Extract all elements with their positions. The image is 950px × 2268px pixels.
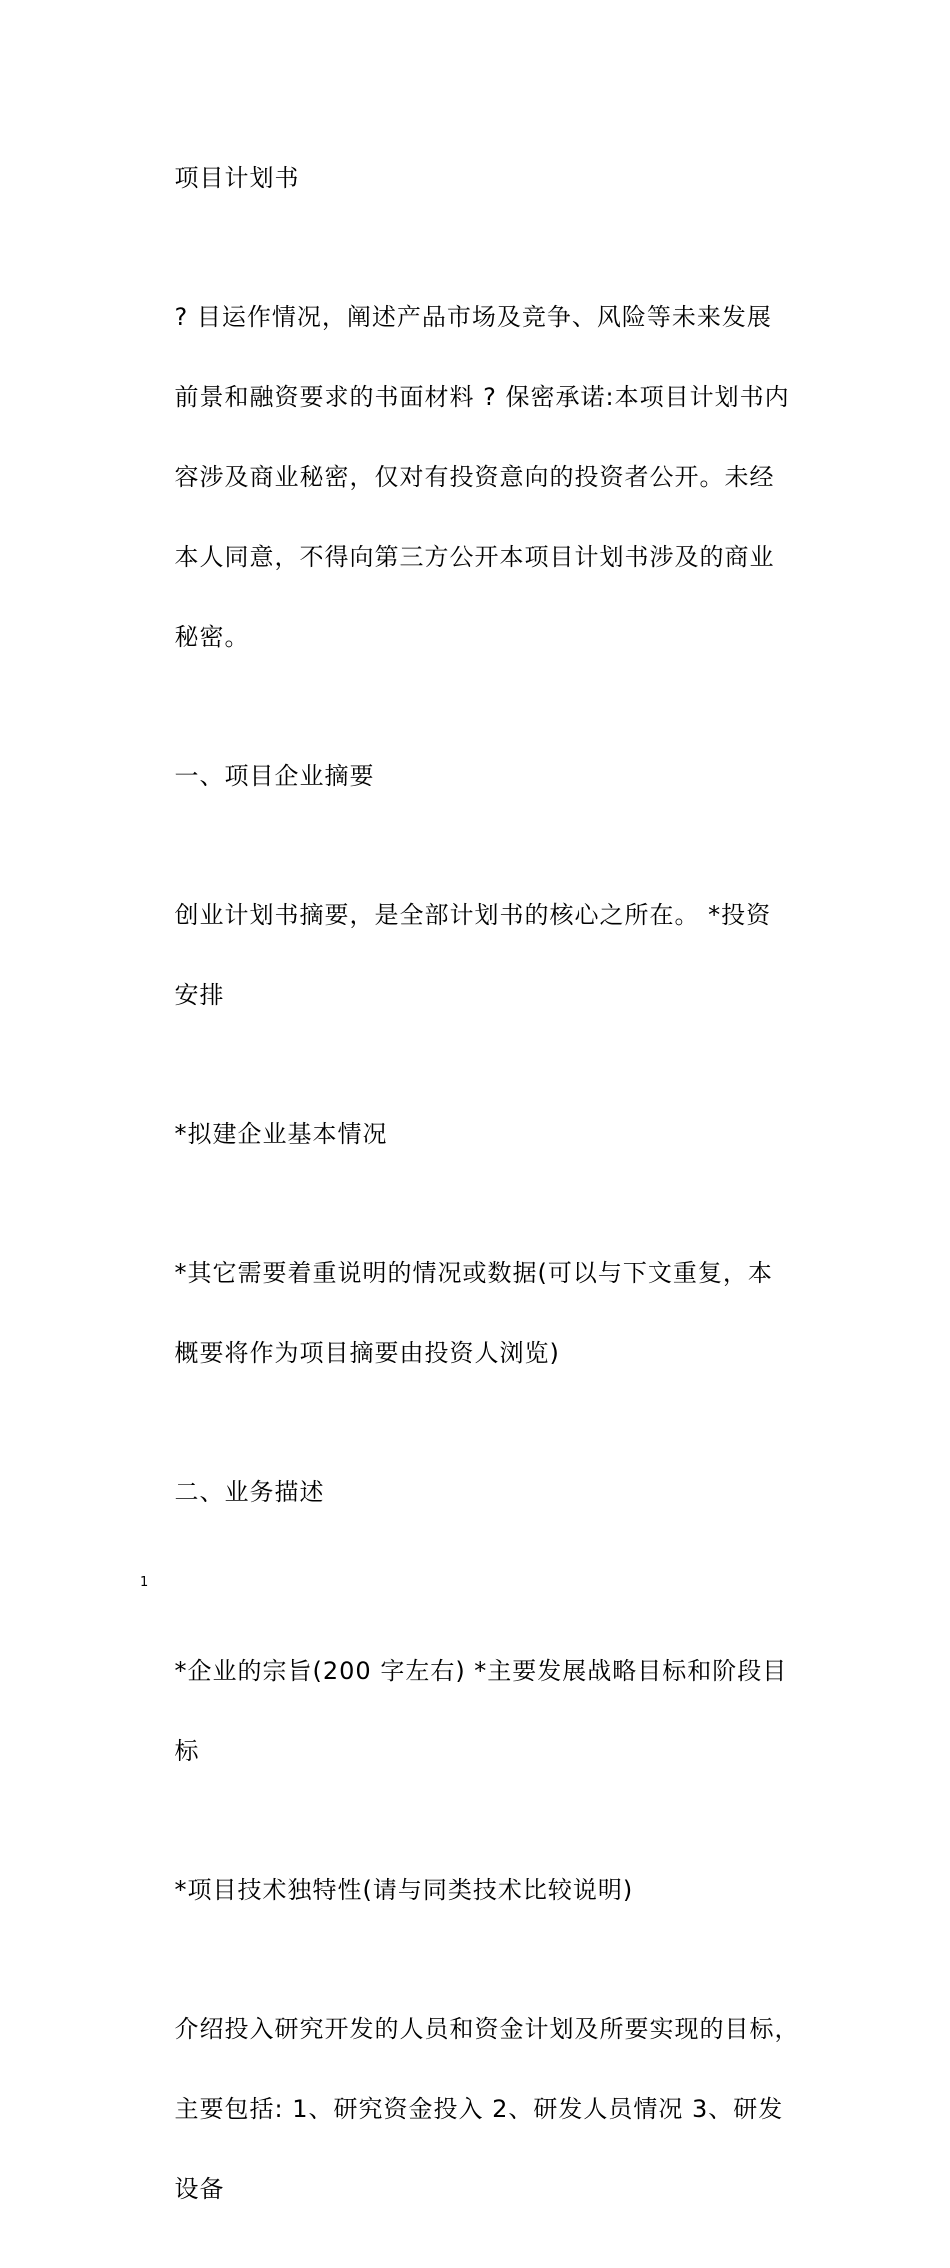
intro-line: 前景和融资要求的书面材料 ? 保密承诺:本项目计划书内 [174,383,790,411]
other-notes-item [140,1213,810,1413]
rnd-paragraph [140,1969,810,2249]
section-heading-1: 一、项目企业摘要 [174,762,375,790]
intro-line: 秘密。 [174,623,250,651]
summary-line: 安排 [174,981,225,1009]
document-page [140,118,810,2268]
rnd-line: 主要包括: 1、研究资金投入 2、研发人员情况 3、研发 [174,2095,784,2123]
mission-item [140,1611,810,1811]
document-title: 项目计划书 [174,164,300,192]
intro-line: 容涉及商业秘密，仅对有投资意向的投资者公开。未经 [174,463,775,491]
mission-line: 标 [174,1737,200,1765]
intro-line: 本人同意，不得向第三方公开本项目计划书涉及的商业 [174,543,775,571]
intro-paragraph [140,257,810,697]
notes-line: *其它需要着重说明的情况或数据(可以与下文重复，本 [174,1259,773,1287]
tech-uniqueness-item: *项目技术独特性(请与同类技术比较说明) [174,1876,634,1904]
summary-paragraph [140,855,810,1055]
summary-line: 创业计划书摘要，是全部计划书的核心之所在。 *投资 [174,901,772,929]
section-heading-2: 二、业务描述 [174,1478,325,1506]
rnd-line: 设备 [174,2175,225,2203]
notes-line: 概要将作为项目摘要由投资人浏览) [174,1339,560,1367]
enterprise-basics-item: *拟建企业基本情况 [174,1120,388,1148]
rnd-line: 介绍投入研究开发的人员和资金计划及所要实现的目标， [174,2015,800,2043]
mission-line: *企业的宗旨(200 字左右) *主要发展战略目标和阶段目 [174,1657,788,1685]
page-number: 1 [140,1575,149,1590]
intro-line: ? 目运作情况，阐述产品市场及竞争、风险等未来发展 [174,303,772,331]
